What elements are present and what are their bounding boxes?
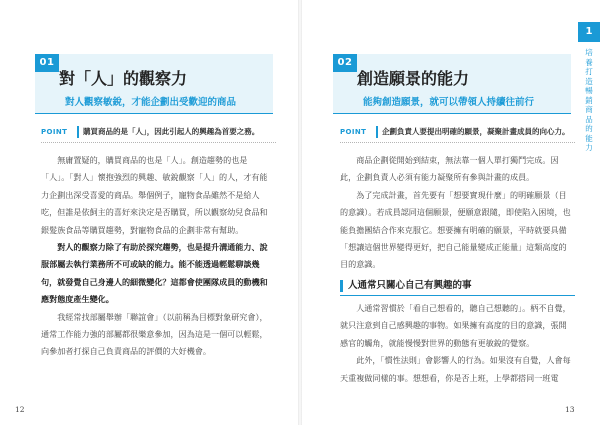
page-number: 12 — [15, 405, 25, 414]
paragraph: 人通常習慣於「看自己想看的，聽自己想聽的」。柄不自覺，就只注意到自己感興趣的事物。如果擁有高度的目的意識，張開感官的觸角，就能慢慢對世界的動態有更敏銳的覺察。 — [340, 303, 571, 348]
section-subtitle: 對人觀察敏銳，才能企劃出受歡迎的商品 — [65, 97, 237, 108]
sub-heading-bar — [340, 280, 343, 292]
section-header-01 — [35, 54, 273, 113]
section-underline — [333, 113, 571, 114]
point-label: POINT — [340, 128, 367, 136]
body-text — [340, 152, 572, 274]
sub-heading — [340, 279, 575, 295]
right-page — [300, 0, 600, 425]
point-dotted-rule — [340, 142, 575, 143]
sub-heading-underline — [340, 295, 575, 296]
section-number: 01 — [39, 57, 55, 68]
paragraph: 此外，「慣性法則」會影響人的行為。如果沒有自覺，人會每天重複做同樣的事。想想看，你是否上班，上學都搭同一班電 — [340, 355, 571, 383]
section-underline — [35, 113, 273, 114]
paragraph: 我經常找部屬舉辦「聯誼會」（以前稱為目標對象研究會），通常工作能力強的部屬都很樂意參加，因為這是一個可以輕鬆，向參加者打探自己負責商品的評價的大好機會。 — [41, 311, 268, 357]
point-divider — [376, 126, 378, 138]
point-label: POINT — [41, 128, 68, 136]
paragraph: 商品企劃從開始到結束，無法靠一個人單打獨鬥完成。因此，企劃負責人必須有能力凝聚所有參與計畫的成員。 — [340, 155, 559, 183]
section-header-02 — [333, 54, 571, 113]
chapter-title-vertical: 培養打造暢銷商品的能力 — [585, 48, 593, 152]
section-subtitle: 能夠創造願景，就可以帶領人持續往前行 — [363, 97, 535, 108]
section-number: 02 — [337, 57, 353, 68]
section-title: 創造願景的能力 — [357, 69, 470, 88]
section-title: 對「人」的觀察力 — [59, 69, 188, 88]
paragraph: 對人的觀察力除了有助於探究趨勢，也是提升溝通能力、說服部屬去執行業務所不可或缺的能力。能不能透過輕鬆聊談幾句，就發覺自己身邊人的細微變化？這都會使團隊成員的動機和應對態度產生變化。 — [41, 242, 268, 305]
point-divider — [77, 126, 79, 138]
chapter-tab — [578, 22, 600, 42]
sub-heading-text: 人通常只關心自己有興趣的事 — [348, 280, 472, 291]
paragraph: 為了完成計畫，首先要有「想要實現什麼」的明確願景（目的意識）。若成員認同這個願景，便願意跟隨，即使陷入困境，也能負擔團結合作來克服它。想要擁有明確的願景，平時就要具備「想讓這個世界變得更好，把自己能量變成正能量」這類高度的目的意識。 — [340, 189, 571, 270]
paragraph: 無庸置疑的，購買商品的也是「人」。創造趨勢的也是「人」。「對人」懷抱強烈的興趣、敏銳觀察「人」的人，才有能力企劃出深受喜愛的商品。舉個例子，寵物食品雖然不是給人吃，但誰是依飼主的喜好來決定是否購買，所以觀察幼兒食品和銀髮族食品等購買趨勢，對寵物食品的企劃非常有幫助。 — [41, 155, 268, 235]
point-dotted-rule — [41, 142, 276, 143]
point-text: 企劃負責人要提出明確的願景，凝聚計畫成員的向心力。 — [382, 127, 570, 136]
page-number: 13 — [565, 405, 575, 414]
body-text — [41, 152, 273, 361]
point-text: 購買商品的是「人」，因此引起人的興趣為首要之務。 — [83, 127, 260, 136]
chapter-number: 1 — [585, 26, 593, 37]
point-callout — [41, 125, 276, 139]
body-text-2 — [340, 300, 572, 387]
point-callout — [340, 125, 575, 139]
